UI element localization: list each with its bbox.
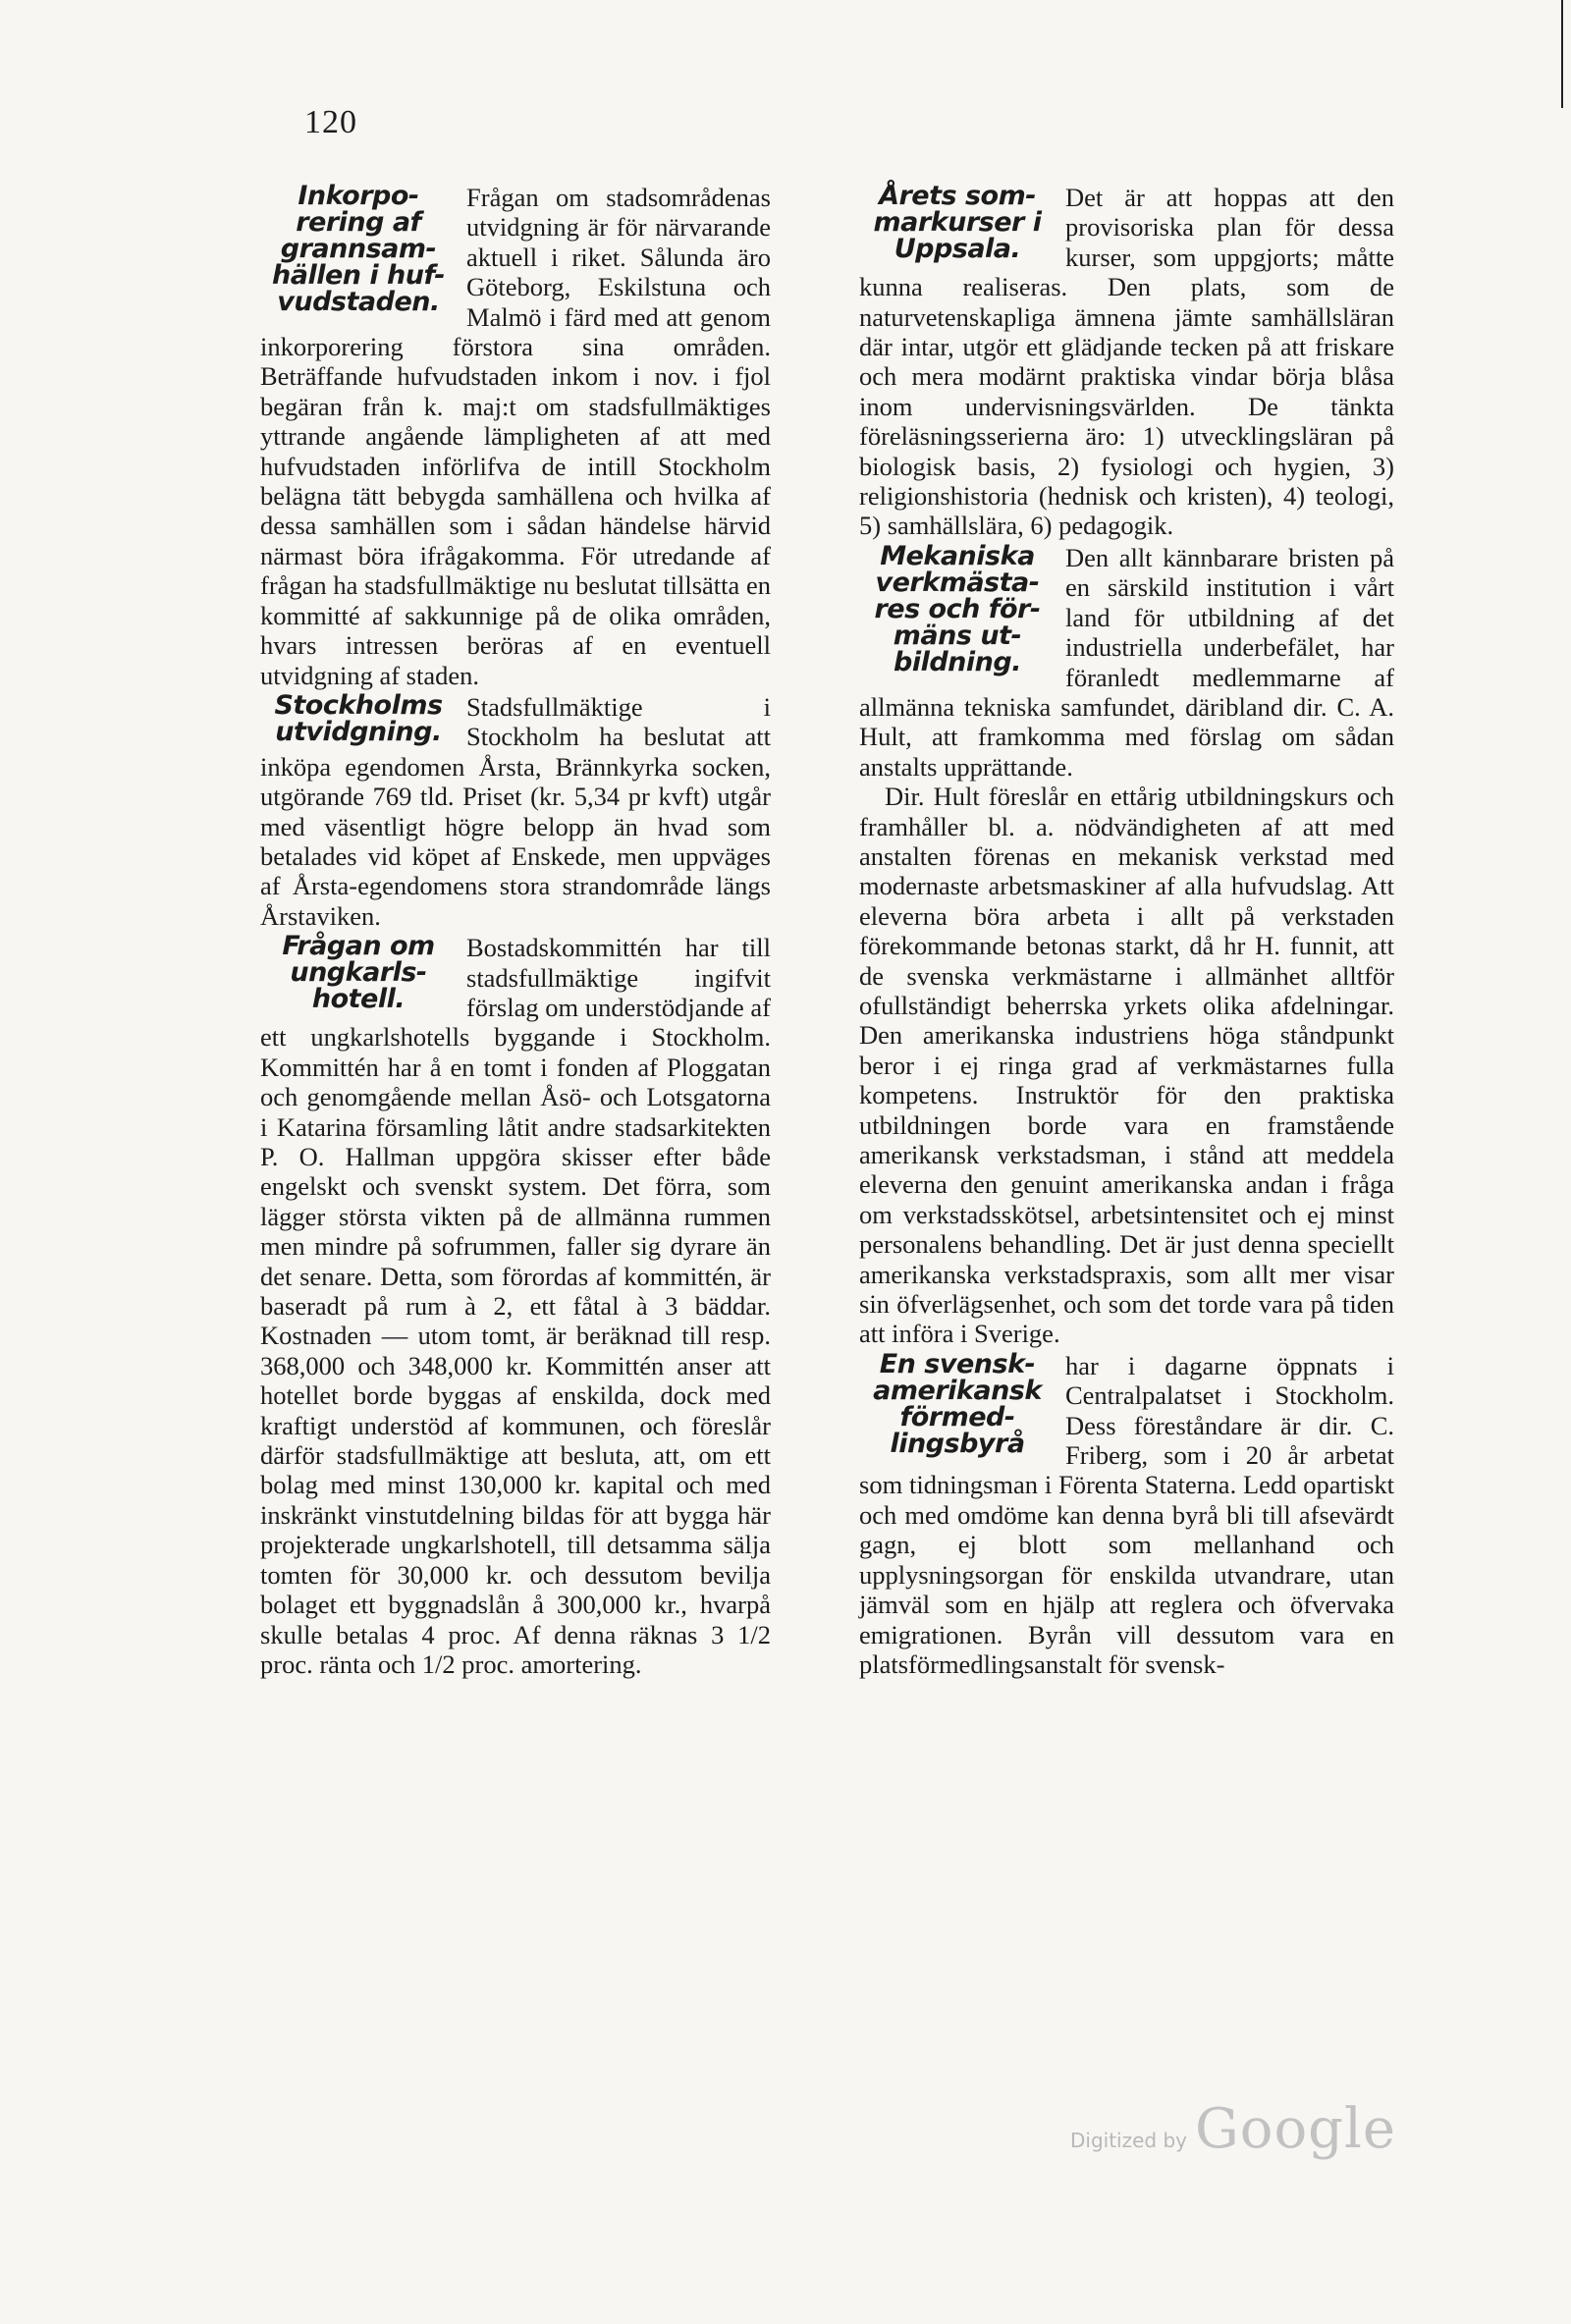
- paragraph: Det är att hoppas att den provisoriska plan för dessa kurser, som uppgjorts; måtte kunna realiseras. Den plats, som de naturvetenskapliga ämnena jämte samhällsläran där intar, utgör ett glädjande tecken på att friskare och mera modärnt praktiska vindar börja blåsa inom undervisningsvärlden. De tänkta föreläsningsserierna äro: 1) utvecklingsläran på biologisk basis, 2) fysiologi och hygien, 3) religionshistoria (hednisk och kristen), 4) teologi, 5) samhällslära, 6) pedagogik.: [859, 183, 1394, 541]
- paragraph: Den allt kännbarare bristen på en särskild institution i vårt land för utbildning af det industriella underbefälet, har föranledt medlemmarne af allmänna tekniska samfundet, däribland dir. C. A. Hult, att framkomma med förslag om sådan anstalts upprättande.: [859, 542, 1394, 782]
- paragraph: har i dagarne öppnats i Centralpalatset i Stockholm. Dess föreståndare är dir. C. Friberg, som i 20 år arbetat som tidningsman i Förenta Staterna. Ledd opartiskt och med omdöme kan denna byrå bli till afsevärdt gagn, ej blott som mellanhand och upplysningsorgan för enskilda utvandrare, utan jämväl som en hjälp att reglera och öfvervaka emigrationen. Byrån vill dessutom vara en platsförmedlingsanstalt för svensk-: [859, 1350, 1394, 1679]
- section-stockholms-utvidgning: [260, 689, 771, 931]
- page-edge-line: [1561, 0, 1563, 108]
- digitized-watermark: [1070, 2097, 1396, 2161]
- side-heading: En svensk- amerikansk förmed- lingsbyrå: [873, 1348, 1042, 1459]
- side-heading: Mekaniska verkmästa- res och för- mäns ut- bildning.: [874, 540, 1041, 677]
- page-number: 120: [304, 104, 357, 140]
- section-inkorporering: [260, 183, 771, 690]
- side-heading: Inkorpo- rering af grannsam- hällen i huf- vudstaden.: [272, 181, 445, 317]
- side-heading: Frågan om ungkarls- hotell.: [282, 931, 435, 1015]
- google-logo: Google: [1195, 2097, 1397, 2161]
- right-column: [859, 183, 1394, 1679]
- side-heading: Årets som- markurser i Uppsala.: [873, 181, 1042, 264]
- left-column: [260, 183, 771, 1679]
- watermark-prefix: Digitized by: [1070, 2129, 1187, 2152]
- paragraph: Dir. Hult föreslår en ettårig utbildningskurs och framhåller bl. a. nödvändigheten af att med anstalten förenas en mekanisk verkstad med modernaste arbetsmaskiner af alla hufvudslag. Att eleverna böra arbeta i allt på verkstaden förekommande betonas starkt, då hr H. funnit, att de svenska verkmästarne i allmänhet alltför ofullständigt beherrska yrkets olika afdelningar. Den amerikanska industriens höga ståndpunkt beror i ej ringa grad af verkmästarnes fulla kompetens. Instruktör för den praktiska utbildningen borde vara en framstående amerikansk verkstadsman, i stånd att meddela eleverna den genuint amerikanska andan i fråga om verkstadsskötsel, arbetsintensitet och ej minst personalens behandling. Det är just denna speciellt amerikanska verkstadspraxis, som allt mer visar sin öfverlägsenhet, och som det torde vara på tiden att införa i Sverige.: [859, 782, 1394, 1349]
- side-heading: Stockholms utvidgning.: [274, 689, 443, 747]
- section-body: [260, 933, 771, 1679]
- paragraph: Stadsfullmäktige i Stockholm ha beslutat att inköpa egendomen Årsta, Brännkyrka socken, utgörande 769 tld. Priset (kr. 5,34 pr kvft) utgår med väsentligt högre belopp än hvad som betalades vid köpet af Enskede, men uppväges af Årsta-egendomens stora strandområde längs Årstaviken.: [260, 691, 771, 931]
- section-formedlingsbyra: [859, 1348, 1394, 1679]
- paragraph: Frågan om stadsområdenas utvidgning är för närvarande aktuell i riket. Sålunda äro Göteborg, Eskilstuna och Malmö i färd med att genom inkorporering förstora sina områden. Beträffande hufvudstaden inkom i nov. i fjol begäran från k. maj:t om stadsfullmäktiges yttrande angående lämpligheten af att med hufvudstaden införlifva de intill Stockholm belägna tätt bebygda samhällena och hvilka af dessa samhällen som i sådan händelse härvid närmast böra ifrågakomma. För utredande af frågan ha stadsfullmäktige nu beslutat tillsätta en kommitté af sakkunnige på de olika områden, hvars intressen beröras af en eventuell utvidgning af staden.: [260, 183, 771, 690]
- section-verkmastare: [859, 540, 1394, 1349]
- section-ungkarlshotell: [260, 933, 771, 1679]
- paragraph: Bostadskommittén har till stadsfullmäktige ingifvit förslag om understödjande af ett ungkarlshotells byggande i Stockholm. Kommittén har å en tomt i fonden af Ploggatan och genomgående mellan Åsö- och Lotsgatorna i Katarina församling låtit andre stadsarkitekten P. O. Hallman uppgöra skisser efter både engelskt och svenskt system. Det förra, som lägger största vikten på de allmänna rummen men mindre på sofrummen, faller sig dyrare än det senare. Detta, som förordas af kommittén, är baseradt på rum à 2, ett fåtal à 3 bäddar. Kostnaden — utom tomt, är beräknad till resp. 368,000 och 348,000 kr. Kommittén anser att hotellet borde byggas af enskilda, dock med kraftigt understöd af kommunen, och föreslår därför stadsfullmäktige att besluta, att, om ett bolag med minst 130,000 kr. kapital och med inskränkt vinstutdelning bildas för att bygga här projekterade ungkarlshotell, till detsamma sälja tomten för 30,000 kr. och dessutom bevilja bolaget ett byggnadslån å 300,000 kr., hvarpå skulle betalas 4 proc. Af denna räknas 3 1/2 proc. ränta och 1/2 proc. amortering.: [260, 933, 771, 1679]
- section-sommarkurser: [859, 183, 1394, 541]
